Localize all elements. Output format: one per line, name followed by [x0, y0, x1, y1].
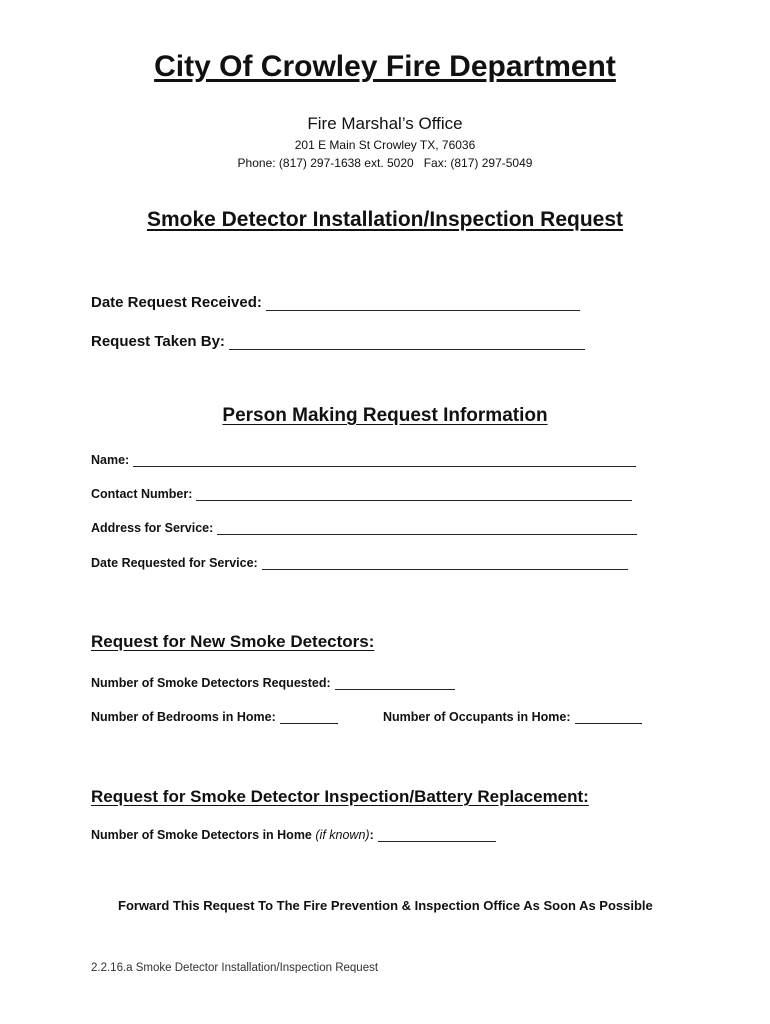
page-title: City Of Crowley Fire Department: [154, 50, 616, 83]
form-title: Smoke Detector Installation/Inspection Request: [146, 208, 624, 231]
date-requested-label: Date Requested for Service:: [91, 556, 258, 570]
address-row: [91, 520, 637, 535]
date-requested-field[interactable]: [262, 555, 628, 570]
detector-count-row: [91, 827, 496, 842]
inspection-heading: Request for Smoke Detector Inspection/Battery Replacement:: [91, 787, 589, 806]
name-field[interactable]: [133, 452, 636, 467]
name-label: Name:: [91, 453, 130, 467]
forward-note: Forward This Request To The Fire Prevention & Inspection Office As Soon As Possible: [118, 898, 653, 913]
detectors-requested-label: Number of Smoke Detectors Requested:: [91, 676, 331, 690]
contact-field[interactable]: [196, 486, 632, 501]
footer-doc-id: 2.2.16.a Smoke Detector Installation/Inspection Request: [91, 962, 379, 973]
office-fax: Fax: (817) 297-5049: [423, 156, 533, 170]
contact-label: Contact Number:: [91, 487, 193, 501]
office-name: Fire Marshal’s Office: [307, 114, 463, 133]
bedrooms-field[interactable]: [280, 709, 338, 724]
address-field[interactable]: [217, 520, 637, 535]
taken-by-label: Request Taken By:: [91, 333, 225, 350]
bedrooms-row: [91, 709, 338, 724]
date-received-field[interactable]: [266, 296, 580, 311]
detector-count-colon: :: [369, 828, 374, 842]
new-detectors-heading: Request for New Smoke Detectors:: [91, 632, 375, 651]
name-row: [91, 452, 636, 467]
detectors-requested-field[interactable]: [335, 675, 455, 690]
bedrooms-label: Number of Bedrooms in Home:: [91, 710, 276, 724]
office-address: 201 E Main St Crowley TX, 76036: [294, 138, 476, 152]
occupants-field[interactable]: [575, 709, 642, 724]
occupants-row: [383, 709, 642, 724]
date-requested-row: [91, 555, 628, 570]
detector-count-field[interactable]: [378, 827, 496, 842]
taken-by-field[interactable]: [229, 335, 585, 350]
date-received-label: Date Request Received:: [91, 294, 262, 311]
taken-by-row: [91, 333, 585, 350]
date-received-row: [91, 294, 580, 311]
office-phone: Phone: (817) 297-1638 ext. 5020: [237, 156, 414, 170]
detector-count-note: (if known): [315, 828, 370, 842]
detector-count-label: Number of Smoke Detectors in Home: [91, 828, 312, 842]
occupants-label: Number of Occupants in Home:: [383, 710, 571, 724]
address-label: Address for Service:: [91, 521, 214, 535]
person-section-heading: Person Making Request Information: [222, 405, 548, 426]
contact-row: [91, 486, 632, 501]
office-contact-line: [0, 156, 770, 170]
detectors-requested-row: [91, 675, 455, 690]
